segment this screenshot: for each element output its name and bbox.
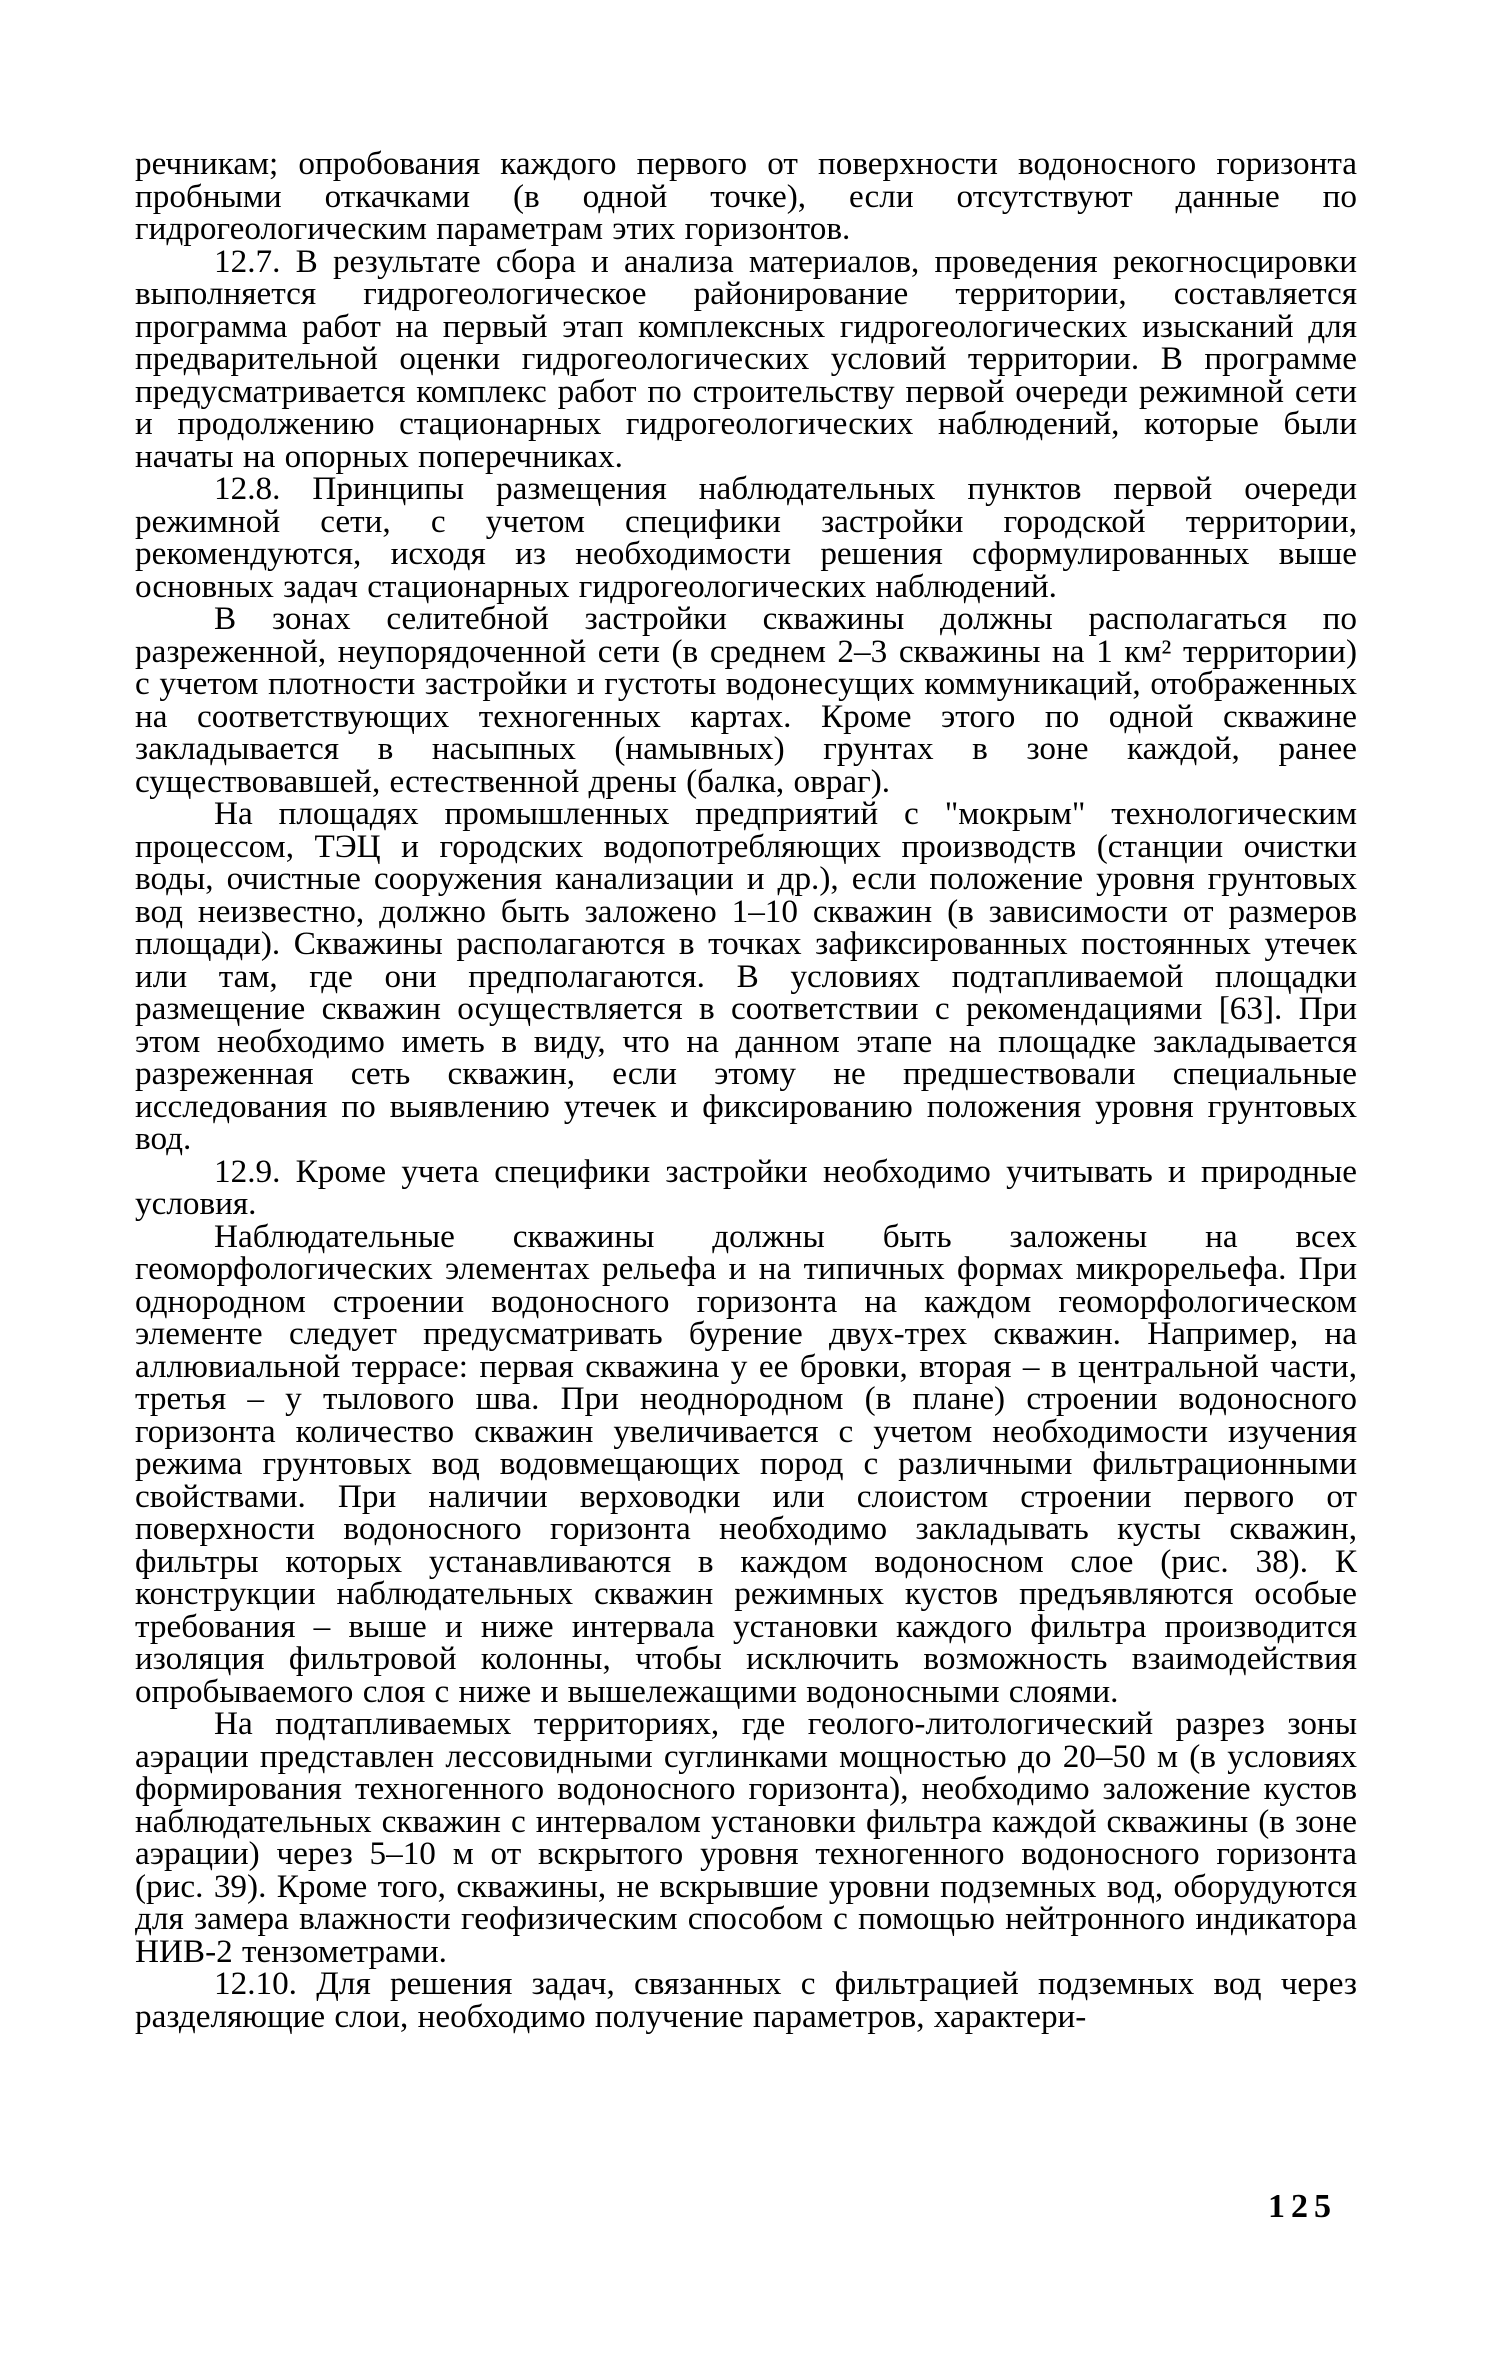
paragraph-continuation: речникам; опробования каждого первого от поверхности водоносного горизонта пробными откачками (в одной точке), если отсутствуют данные по гидрогеологическим параметрам этих горизонтов. bbox=[135, 145, 1357, 247]
paragraph-12-7: 12.7. В результате сбора и анализа материалов, проведения рекогносцировки выполняется гидрогеологическое районирование территории, составляется программа работ на первый этап комплексных гидрогеологических изысканий для предварительной оценки гидрогеологических условий территории. В программе предусматривается комплекс работ по строительству первой очереди режимной сети и продолжению стационарных гидрогеологических наблюдений, которые были начаты на опорных поперечниках. bbox=[135, 242, 1357, 475]
paragraph-residential-zones: В зонах селитебной застройки скважины должны располагаться по разреженной, неупорядоченной сети (в среднем 2–3 скважины на 1 км² территории) с учетом плотности застройки и густоты водонесущих коммуникаций, отображенных на соответствующих техногенных картах. Кроме этого по одной скважине закладывается в насыпных (намывных) грунтах в зоне каждой, ранее существовавшей, естественной дрены (балка, овраг). bbox=[135, 600, 1357, 800]
page-body bbox=[135, 145, 1357, 2035]
paragraph-12-8: 12.8. Принципы размещения наблюдательных пунктов первой очереди режимной сети, с учетом специфики застройки городской территории, рекомендуются, исходя из необходимости решения сформулированных выше основных задач стационарных гидрогеологических наблюдений. bbox=[135, 470, 1357, 605]
paragraph-12-9: 12.9. Кроме учета специфики застройки необходимо учитывать и природные условия. bbox=[135, 1152, 1357, 1222]
page-number: 125 bbox=[1268, 2188, 1337, 2225]
paragraph-observation-wells: Наблюдательные скважины должны быть заложены на всех геоморфологических элементах рельефа и на типичных формах микрорельефа. При однородном строении водоносного горизонта на каждом геоморфологическом элементе следует предусматривать бурение двух-трех скважин. Например, на аллювиальной террасе: первая скважина у ее бровки, вторая – в центральной части, третья – у тылового шва. При неоднородном (в плане) строении водоносного горизонта количество скважин увеличивается с учетом необходимости изучения режима грунтовых вод водовмещающих пород с различными фильтрационными свойствами. При наличии верховодки или слоистом строении первого от поверхности водоносного горизонта необходимо закладывать кусты скважин, фильтры которых устанавливаются в каждом водоносном слое (рис. 38). К конструкции наблюдательных скважин режимных кустов предъявляются особые требования – выше и ниже интервала установки каждого фильтра производится изоляция фильтровой колонны, чтобы исключить возможность взаимодействия опробываемого слоя с ниже и вышележащими водоносными слоями. bbox=[135, 1217, 1357, 1710]
paragraph-flooded-territories: На подтапливаемых территориях, где геолого-литологический разрез зоны аэрации представлен лессовидными суглинками мощностью до 20–50 м (в условиях формирования техногенного водоносного горизонта), необходимо заложение кустов наблюдательных скважин с интервалом установки фильтра каждой скважины (в зоне аэрации) через 5–10 м от вскрытого уровня техногенного водоносного горизонта (рис. 39). Кроме того, скважины, не вскрывшие уровни подземных вод, оборудуются для замера влажности геофизическим способом с помощью нейтронного индикатора НИВ-2 тензометрами. bbox=[135, 1705, 1357, 1970]
paragraph-12-10: 12.10. Для решения задач, связанных с фильтрацией подземных вод через разделяющие слои, необходимо получение параметров, характери- bbox=[135, 1965, 1357, 2035]
paragraph-industrial-areas: На площадях промышленных предприятий с "мокрым" технологическим процессом, ТЭЦ и городских водопотребляющих производств (станции очистки воды, очистные сооружения канализации и др.), если положение уровня грунтовых вод неизвестно, должно быть заложено 1–10 скважин (в зависимости от размеров площади). Скважины располагаются в точках зафиксированных постоянных утечек или там, где они предполагаются. В условиях подтапливаемой площадки размещение скважин осуществляется в соответствии с рекомендациями [63]. При этом необходимо иметь в виду, что на данном этапе на площадке закладывается разреженная сеть скважин, если этому не предшествовали специальные исследования по выявлению утечек и фиксированию положения уровня грунтовых вод. bbox=[135, 795, 1357, 1157]
